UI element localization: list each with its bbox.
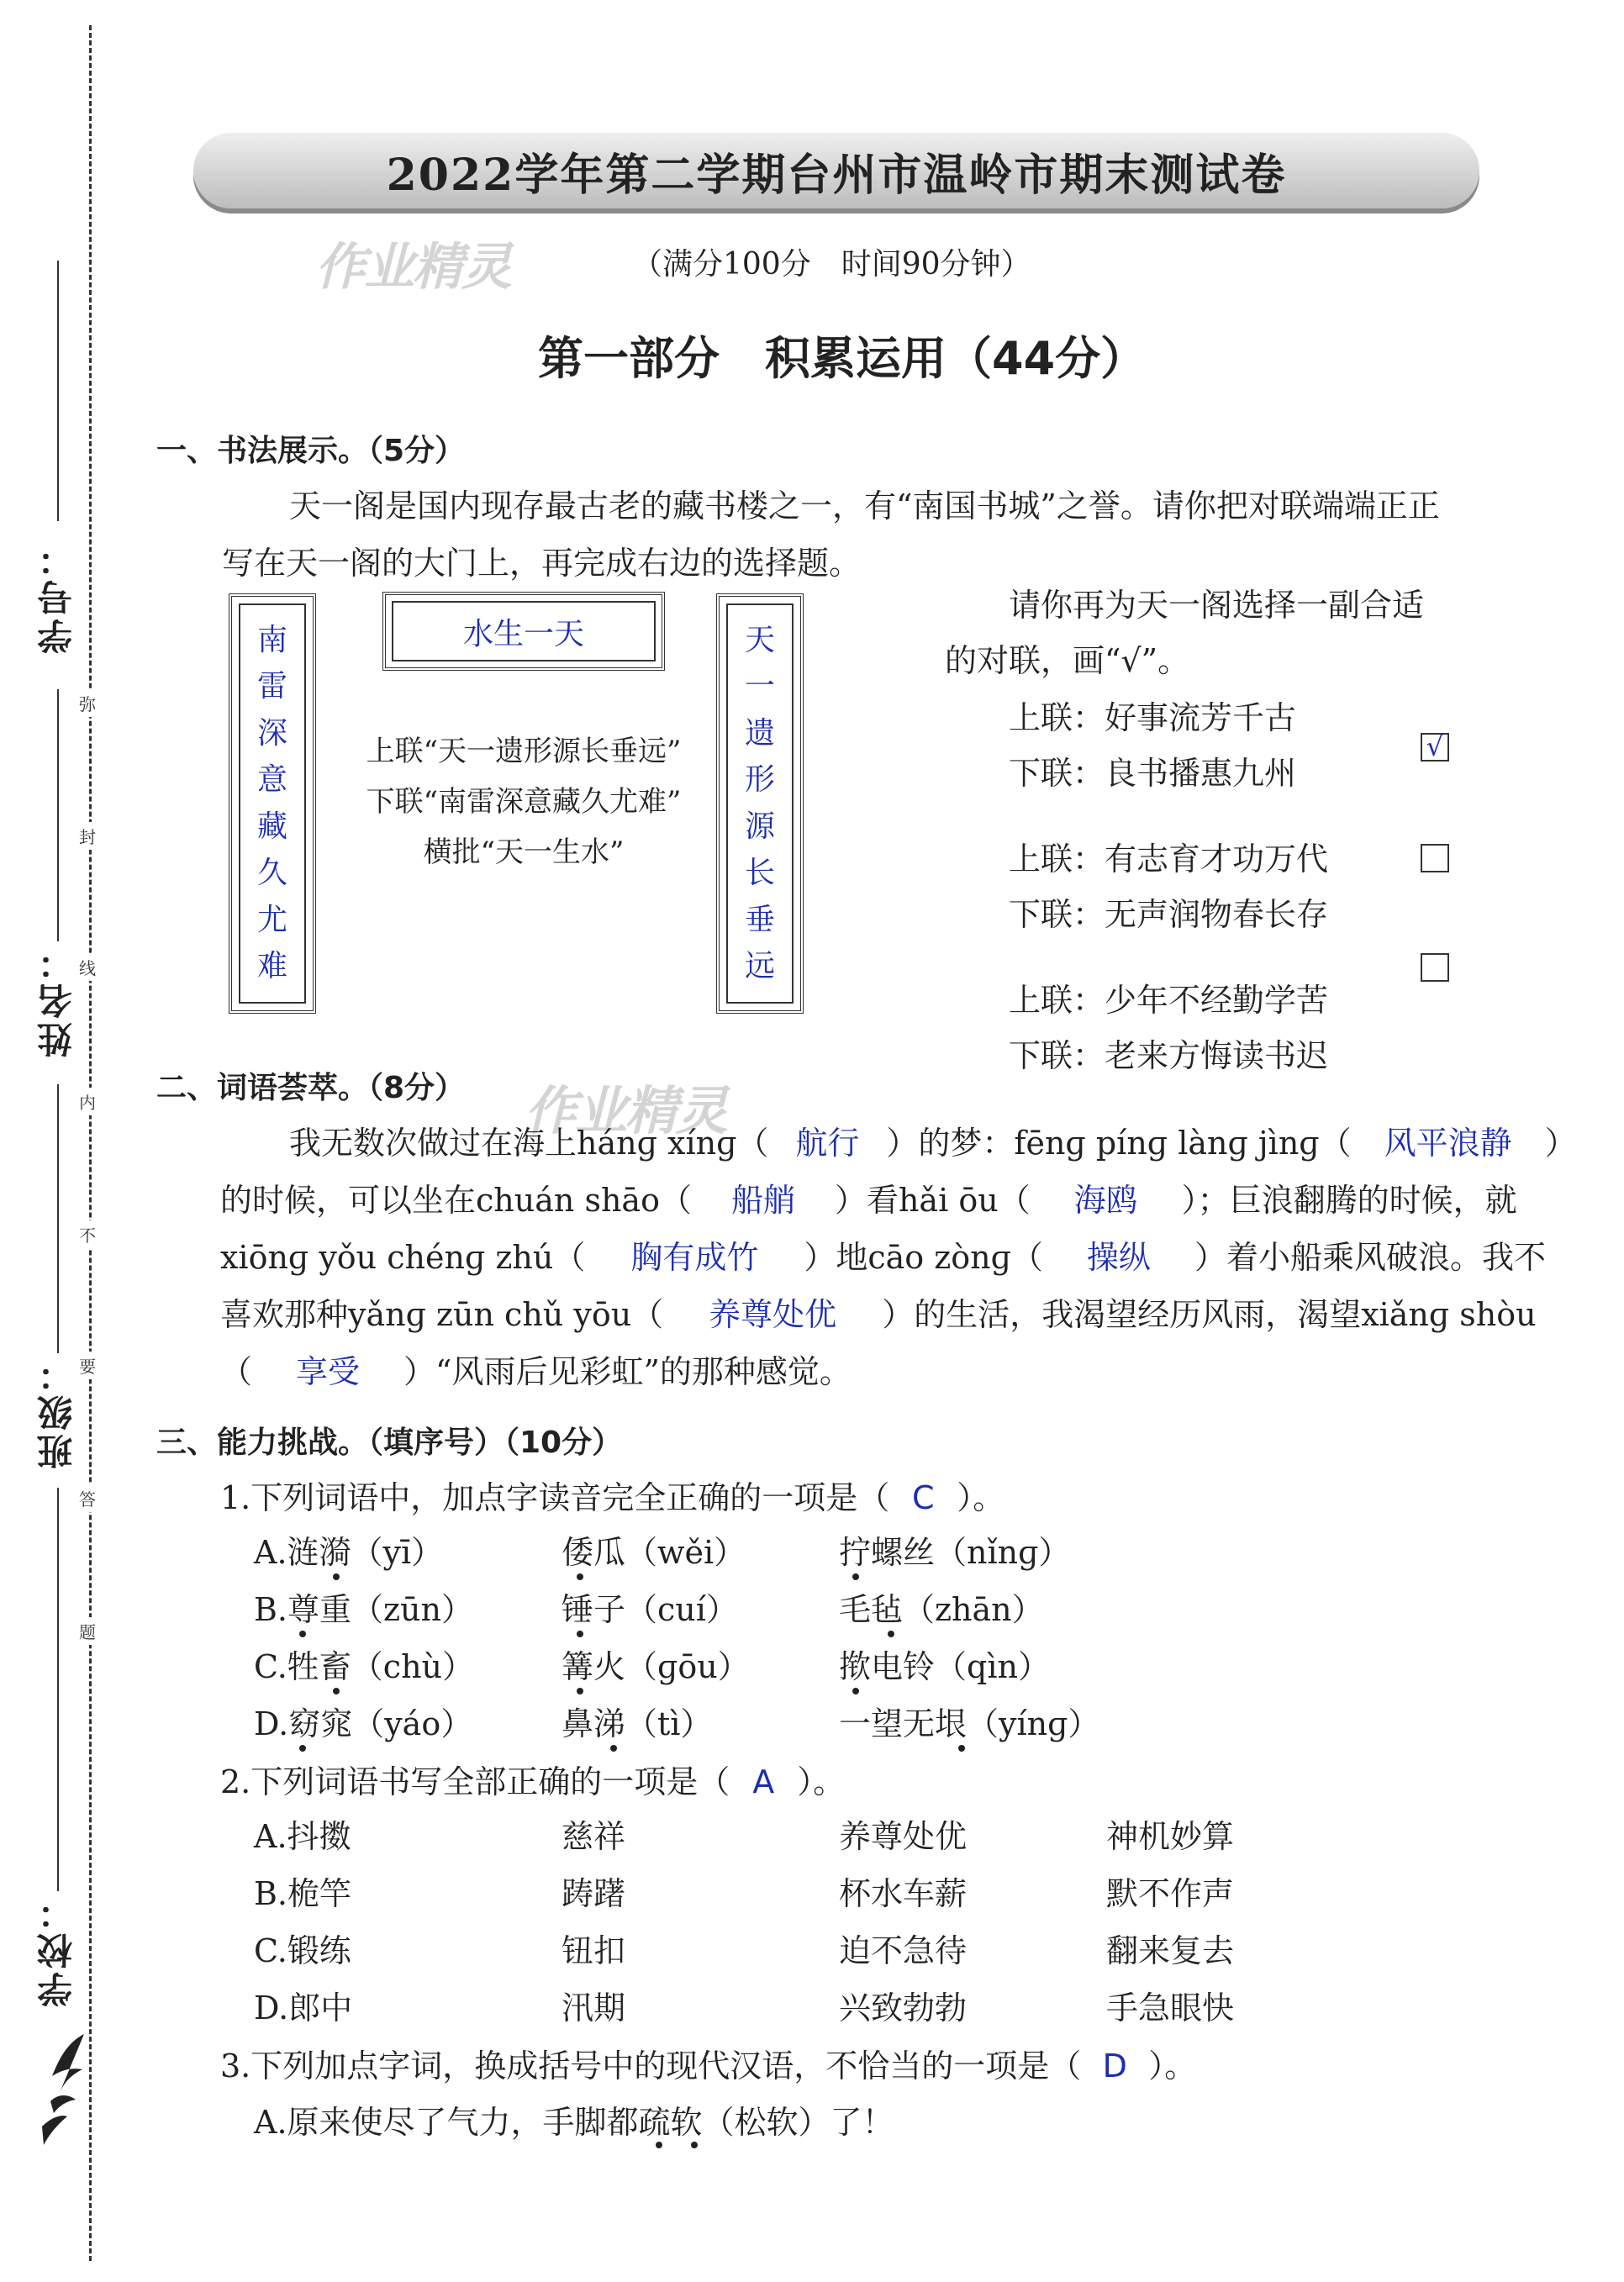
emphasis-dot <box>333 1573 340 1580</box>
option: 揿电铃（qìn） <box>839 1648 1050 1685</box>
option: 踌躇 <box>562 1875 626 1912</box>
choice-b-checkbox[interactable] <box>1421 844 1449 872</box>
choice-c-up: 上联：少年不经勤学苦 <box>1009 982 1329 1019</box>
couplet-char: 一 <box>744 669 775 704</box>
option: D.窈窕（yáo） <box>254 1705 473 1742</box>
couplet-char: 雷 <box>256 669 287 704</box>
seal-char: 内 <box>79 1088 96 1115</box>
couplet-char: 遗 <box>744 715 775 751</box>
option: 锤子（cuí） <box>562 1591 738 1628</box>
seal-char: 线 <box>79 953 96 981</box>
answer-blank[interactable]: 胸有成竹 <box>630 1239 759 1276</box>
q2-text: ）的生活，我渴望经历风雨，渴望xiǎnɡ shòu <box>882 1296 1537 1333</box>
answer-blank[interactable]: 操纵 <box>1086 1239 1151 1276</box>
q2-text: 喜欢那种yǎnɡ zūn chǔ yōu（ <box>220 1296 664 1333</box>
option: 慈祥 <box>562 1818 626 1855</box>
couplet-char: 南 <box>256 622 287 657</box>
stem-text: ）。 <box>797 1763 846 1800</box>
hint-line: 下联“南雷深意藏久尤难” <box>366 785 682 819</box>
q1-prompt-line1: 请你再为天一阁选择一副合适 <box>1009 587 1425 624</box>
seal-char: 弥 <box>79 689 96 717</box>
hint-line: 上联“天一遗形源长垂远” <box>366 735 682 768</box>
choice-a-checkbox[interactable]: √ <box>1421 733 1449 762</box>
option: C.牲畜（chù） <box>254 1648 475 1685</box>
option: 迫不急待 <box>839 1932 968 1969</box>
answer-blank[interactable]: 风平浪静 <box>1384 1125 1512 1162</box>
part-one-title: 第一部分 积累运用（44分） <box>538 332 1147 385</box>
watermark: 作业精灵 <box>525 1080 727 1141</box>
couplet-char: 尤 <box>256 902 287 937</box>
name-label: 姓名： <box>36 941 77 1057</box>
hengpi-text: 水生一天 <box>462 616 584 651</box>
q2-line5 <box>220 1343 852 1400</box>
q3-sub3-stem <box>220 2037 1196 2095</box>
option: 倭瓜（wěi） <box>562 1534 746 1571</box>
option: B.尊重（zūn） <box>254 1591 473 1628</box>
option: 杯水车薪 <box>839 1875 968 1912</box>
option: 神机妙算 <box>1106 1818 1235 1855</box>
stem-text: ）。 <box>1148 2047 1197 2084</box>
emphasis-dot <box>958 1745 965 1752</box>
option: C.锻练 <box>254 1932 351 1969</box>
choice-c-down: 下联：老来方悔读书迟 <box>1009 1037 1329 1074</box>
emphasis-dot <box>610 1745 617 1752</box>
option: 汛期 <box>562 1990 626 2026</box>
q2-heading: 二、词语荟萃。（8分） <box>156 1071 466 1105</box>
q2-text: 的时候，可以坐在chuán shāo（ <box>220 1182 692 1219</box>
q2-line2 <box>220 1172 1517 1229</box>
hint-line: 横批“天一生水” <box>423 835 625 869</box>
option: A.抖擞 <box>254 1818 351 1855</box>
choice-c-checkbox[interactable] <box>1421 953 1449 982</box>
q1-text-line1: 天一阁是国内现存最古老的藏书楼之一，有“南国书城”之誉。请你把对联端端正正 <box>289 487 1440 524</box>
option: 钮扣 <box>562 1932 626 1969</box>
student-id-label: 学号： <box>36 538 77 654</box>
watermark: 作业精灵 <box>315 238 510 297</box>
couplet-char: 垂 <box>744 902 775 937</box>
bird-logo-icon <box>17 2000 101 2160</box>
option: 翻来复去 <box>1106 1932 1235 1969</box>
couplet-char: 形 <box>744 762 775 798</box>
emphasis-dot <box>333 1688 340 1694</box>
binding-dashed-line <box>89 25 92 2261</box>
emphasis-dot <box>299 1745 306 1752</box>
q3-sub1-stem <box>220 1469 1004 1526</box>
q2-line4 <box>220 1286 1537 1343</box>
seal-char: 不 <box>79 1220 96 1248</box>
option: 一望无垠（yínɡ） <box>839 1705 1100 1742</box>
q2-text: ）着小船乘风破浪。我不 <box>1194 1239 1546 1276</box>
option: 手急眼快 <box>1106 1990 1235 2026</box>
emphasis-dot <box>691 2142 698 2148</box>
emphasis-dot <box>852 1688 859 1694</box>
q2-text: ）地cāo zònɡ（ <box>804 1239 1043 1276</box>
q2-text: ）；巨浪翻腾的时候，就 <box>1181 1182 1517 1219</box>
answer-blank[interactable]: 航行 <box>795 1125 860 1162</box>
name-line <box>57 689 59 941</box>
couplet-char: 藏 <box>256 809 287 844</box>
option: 鼻涕（tì） <box>562 1705 713 1742</box>
stem-text: ）。 <box>957 1479 1005 1516</box>
q2-text: xiōnɡ yǒu chénɡ zhú（ <box>220 1239 586 1276</box>
couplet-char: 久 <box>256 856 287 891</box>
option: A.原来使尽了气力，手脚都疏软（松软）了！ <box>254 2104 894 2141</box>
seal-char: 答 <box>79 1484 96 1512</box>
q3-heading: 三、能力挑战。（填序号）（10分） <box>156 1426 623 1460</box>
answer-blank[interactable]: 养尊处优 <box>709 1296 837 1333</box>
couplet-char: 深 <box>256 715 287 751</box>
seal-char: 要 <box>79 1352 96 1379</box>
title-banner <box>193 133 1479 208</box>
q2-text: ）的梦：fēnɡ pínɡ lànɡ jìnɡ（ <box>886 1125 1352 1162</box>
stem-text: 2.下列词语书写全部正确的一项是（ <box>220 1763 730 1800</box>
seal-char: 题 <box>79 1617 96 1645</box>
option: 默不作声 <box>1106 1875 1235 1912</box>
choice-b-up: 上联：有志育才功万代 <box>1009 841 1329 877</box>
couplet-char: 意 <box>256 762 287 798</box>
option: 篝火（ɡōu） <box>562 1648 750 1685</box>
answer-blank[interactable]: C <box>911 1479 935 1516</box>
q2-text: ） <box>1544 1125 1577 1162</box>
q2-text: ）“风雨后见彩虹”的那种感觉。 <box>403 1353 852 1390</box>
q1-text-line2: 写在天一阁的大门上，再完成右边的选择题。 <box>222 545 862 582</box>
option: 拧螺丝（nǐnɡ） <box>839 1534 1071 1571</box>
q2-text: ）看hǎi ōu（ <box>834 1182 1031 1219</box>
stem-text: 1.下列词语中，加点字读音完全正确的一项是（ <box>220 1479 890 1516</box>
couplet-char: 长 <box>744 856 775 891</box>
class-label: 班级： <box>36 1353 77 1469</box>
q3-sub2-stem <box>220 1753 845 1810</box>
couplet-char: 源 <box>744 809 775 844</box>
q2-line1 <box>289 1115 1577 1172</box>
school-line <box>57 1488 59 1891</box>
horizontal-scroll-box <box>382 592 665 671</box>
choice-b-down: 下联：无声润物春长存 <box>1009 896 1329 933</box>
couplet-hint <box>335 726 713 877</box>
option: 兴致勃勃 <box>839 1990 968 2026</box>
class-line <box>57 1084 59 1353</box>
answer-blank[interactable]: D <box>1102 2047 1127 2084</box>
answer-blank[interactable]: 船艄 <box>730 1182 795 1219</box>
right-couplet <box>716 593 804 1014</box>
couplet-char: 远 <box>744 949 775 984</box>
exam-title: 2022学年第二学期台州市温岭市期末测试卷 <box>386 149 1287 201</box>
emphasis-dot <box>852 1573 859 1580</box>
seal-char: 封 <box>79 822 96 850</box>
emphasis-dot <box>299 1631 306 1637</box>
answer-blank[interactable]: A <box>752 1763 775 1800</box>
choice-a-down: 下联：良书播惠九州 <box>1009 755 1297 792</box>
q1-prompt-line2: 的对联，画“√”。 <box>945 642 1190 679</box>
answer-blank[interactable]: 海鸥 <box>1073 1182 1138 1219</box>
student-id-line <box>57 261 59 521</box>
option: 养尊处优 <box>839 1818 968 1855</box>
q2-text: （ <box>220 1353 253 1390</box>
school-label: 学校： <box>36 1891 77 2007</box>
option: B.桅竿 <box>254 1875 352 1912</box>
option: A.涟漪（yī） <box>254 1534 444 1571</box>
emphasis-dot <box>888 1631 894 1637</box>
exam-subtitle: （满分100分 时间90分钟） <box>632 247 1031 282</box>
emphasis-dot <box>656 2142 662 2148</box>
emphasis-dot <box>577 1631 583 1637</box>
choice-a-up: 上联：好事流芳千古 <box>1009 699 1297 736</box>
couplet-char: 天 <box>744 622 775 657</box>
q2-line3 <box>220 1229 1546 1286</box>
option: D.郎中 <box>254 1990 353 2026</box>
stem-text: 3.下列加点字词，换成括号中的现代汉语，不恰当的一项是（ <box>220 2047 1082 2084</box>
q2-text: 我无数次做过在海上hánɡ xínɡ（ <box>289 1125 769 1162</box>
emphasis-dot <box>577 1688 583 1694</box>
emphasis-dot <box>577 1573 583 1580</box>
q1-heading: 一、书法展示。（5分） <box>156 434 466 468</box>
option: 毛毡（zhān） <box>839 1591 1044 1628</box>
answer-blank[interactable]: 享受 <box>296 1353 361 1390</box>
left-couplet <box>229 593 316 1014</box>
couplet-char: 难 <box>256 949 287 984</box>
